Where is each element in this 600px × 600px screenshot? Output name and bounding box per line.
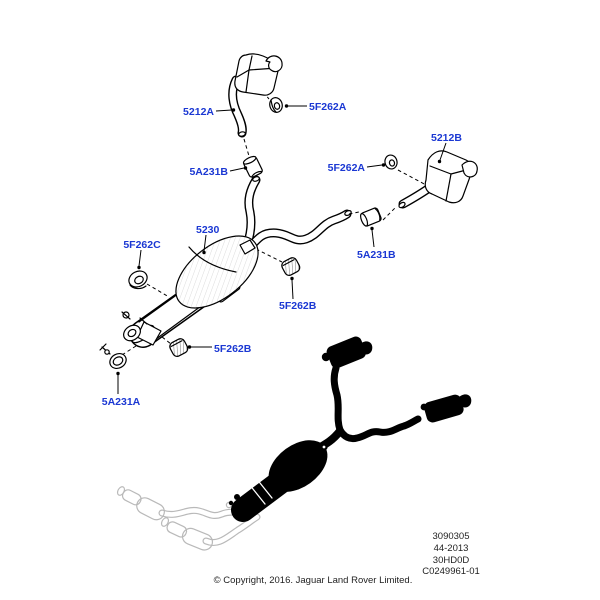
part-label-5212a[interactable]: 5212A xyxy=(183,106,214,118)
grommet-5f262a-top xyxy=(268,96,284,113)
figure-date-code: 44-2013 xyxy=(433,543,469,554)
context-rear-exhaust-black xyxy=(229,335,472,510)
figure-drawing-ref: C0249961-01 xyxy=(422,566,480,577)
copyright-notice: © Copyright, 2016. Jaguar Land Rover Limited. xyxy=(213,575,413,586)
rear-silencer-lh-5212a xyxy=(235,54,282,95)
clamp-5a231a xyxy=(100,344,129,371)
bracket-5f262b-lower xyxy=(168,337,189,358)
rear-silencer-rh-5212b xyxy=(425,151,477,203)
part-label-5f262a-top[interactable]: 5F262A xyxy=(309,101,347,113)
part-label-5f262b-lower[interactable]: 5F262B xyxy=(214,343,252,355)
callout-labels xyxy=(102,101,463,408)
right-branch-pipe xyxy=(245,210,352,253)
grommet-5f262a-right xyxy=(383,154,398,170)
part-label-5f262a-right[interactable]: 5F262A xyxy=(327,162,365,174)
part-label-5212b[interactable]: 5212B xyxy=(431,132,462,144)
part-label-5a231b-right[interactable]: 5A231B xyxy=(357,249,396,261)
part-label-5230[interactable]: 5230 xyxy=(196,224,220,236)
part-label-5f262c[interactable]: 5F262C xyxy=(123,239,161,251)
clamp-5a231b-right xyxy=(359,207,382,227)
bracket-5f262b-upper xyxy=(280,256,301,277)
isolator-5f262c xyxy=(126,268,150,290)
part-label-5a231a[interactable]: 5A231A xyxy=(101,396,141,408)
figure-number: 3090305 xyxy=(432,531,470,542)
part-label-5a231b-left[interactable]: 5A231B xyxy=(189,166,228,178)
part-label-5f262b-upper[interactable]: 5F262B xyxy=(279,300,317,312)
figure-model-code: 30HD0D xyxy=(432,555,470,566)
figure-info-block xyxy=(422,531,480,577)
callout-leader-lines xyxy=(116,104,446,394)
